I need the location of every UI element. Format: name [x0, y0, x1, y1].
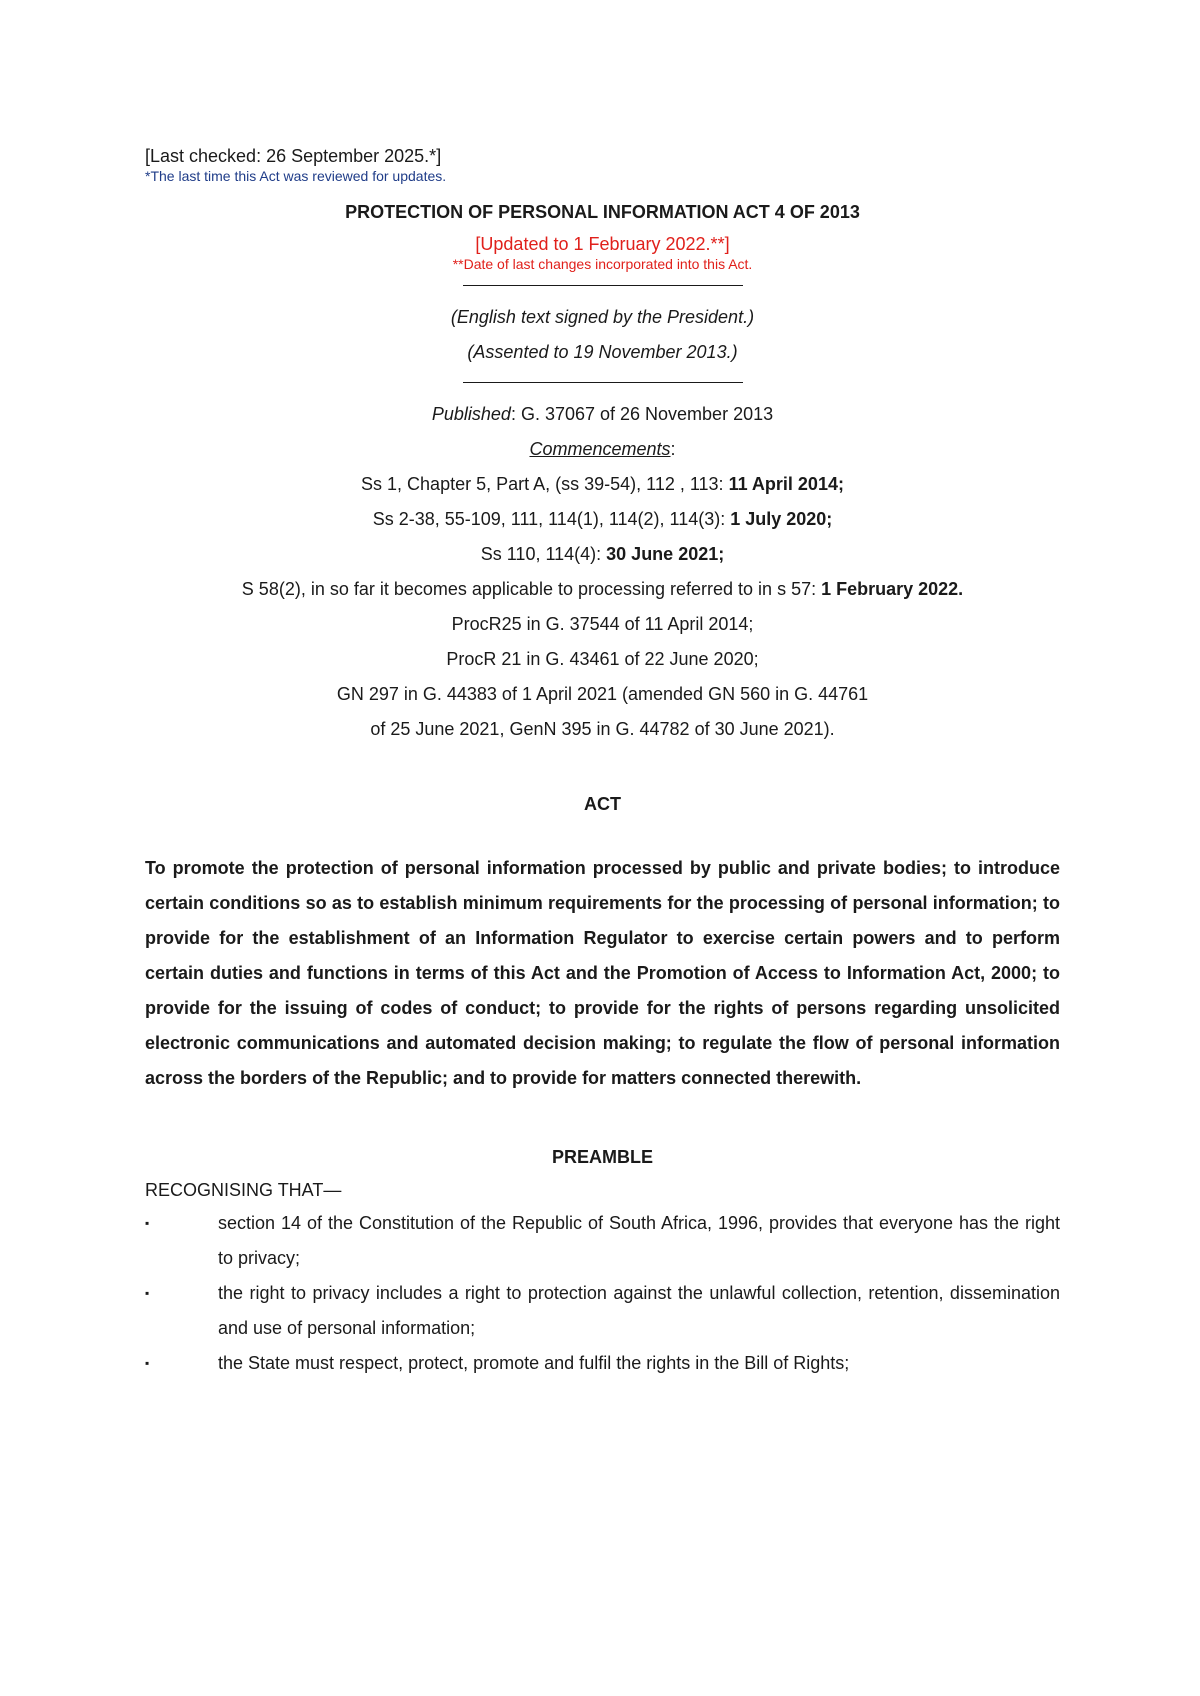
preamble-heading: PREAMBLE — [551, 1147, 653, 1167]
proclamation-line: ProcR 21 in G. 43461 of 22 June 2020; — [446, 649, 759, 669]
commencement-line — [145, 572, 1060, 607]
published-value: : G. 37067 of 26 November 2013 — [510, 404, 774, 424]
recognising-line: RECOGNISING THAT— — [145, 1180, 342, 1200]
bullet-icon: ▪ — [145, 1356, 150, 1370]
commencement-line — [145, 502, 1060, 537]
commencement-text: Ss 2-38, 55-109, 111, 114(1), 114(2), 114(3): — [372, 509, 731, 529]
act-long-title: To promote the protection of personal information processed by public and private bodies; to introduce certain conditions so as to establish minimum requirements for the processing of personal information; to provide for the establishment of an Information Regulator to exercise certain powers and to perform certain duties and functions in terms of this Act and the Promotion of Access to Information Act, 2000; to provide for the issuing of codes of conduct; to provide for the rights of persons regarding unsolicited electronic communications and automated decision making; to regulate the flow of personal information across the borders of the Republic; and to provide for matters connected therewith. — [145, 858, 1060, 1088]
commencement-date: 30 June 2021; — [606, 544, 725, 564]
commencement-line — [145, 467, 1060, 502]
preamble-item-text: section 14 of the Constitution of the Republic of South Africa, 1996, provides that everyone has the right to privacy; — [218, 1213, 1060, 1268]
assented-note: (Assented to 19 November 2013.) — [467, 342, 738, 362]
commencement-date: 1 July 2020; — [730, 509, 833, 529]
published-line — [145, 397, 1060, 432]
commencements-label: Commencements — [529, 439, 671, 459]
updated-note: **Date of last changes incorporated into this Act. — [452, 256, 753, 272]
divider — [463, 382, 743, 383]
document-content — [145, 145, 1060, 1381]
preamble-item — [145, 1206, 1060, 1276]
preamble-item — [145, 1276, 1060, 1346]
commencement-date: 1 February 2022. — [821, 579, 964, 599]
bullet-icon: ▪ — [145, 1216, 150, 1230]
proclamation-line: ProcR25 in G. 37544 of 11 April 2014; — [451, 614, 754, 634]
last-checked: [Last checked: 26 September 2025.*] — [145, 146, 442, 166]
published-label: Published — [431, 404, 511, 424]
commencement-date: 11 April 2014; — [728, 474, 844, 494]
commencements-line — [145, 432, 1060, 467]
preamble-item-text: the right to privacy includes a right to protection against the unlawful collection, retention, dissemination and use of personal information; — [218, 1283, 1060, 1338]
updated-date: [Updated to 1 February 2022.**] — [475, 234, 730, 254]
act-title: PROTECTION OF PERSONAL INFORMATION ACT 4 OF 2013 — [345, 202, 860, 222]
commencement-text: Ss 1, Chapter 5, Part A, (ss 39-54), 112 , 113: — [361, 474, 729, 494]
commencement-text: S 58(2), in so far it becomes applicable to processing referred to in s 57: — [241, 579, 822, 599]
divider — [463, 285, 743, 286]
commencements-colon: : — [670, 439, 676, 459]
commencement-text: Ss 110, 114(4): — [480, 544, 607, 564]
act-heading: ACT — [584, 794, 621, 814]
proclamation-line: of 25 June 2021, GenN 395 in G. 44782 of 30 June 2021). — [370, 719, 835, 739]
proclamation-line: GN 297 in G. 44383 of 1 April 2021 (amended GN 560 in G. 44761 — [336, 684, 869, 704]
english-text-note: (English text signed by the President.) — [450, 307, 755, 327]
last-checked-note: *The last time this Act was reviewed for updates. — [145, 168, 447, 184]
preamble-item — [145, 1346, 1060, 1381]
bullet-icon: ▪ — [145, 1286, 150, 1300]
preamble-item-text: the State must respect, protect, promote and fulfil the rights in the Bill of Rights; — [218, 1353, 850, 1373]
commencement-line — [145, 537, 1060, 572]
